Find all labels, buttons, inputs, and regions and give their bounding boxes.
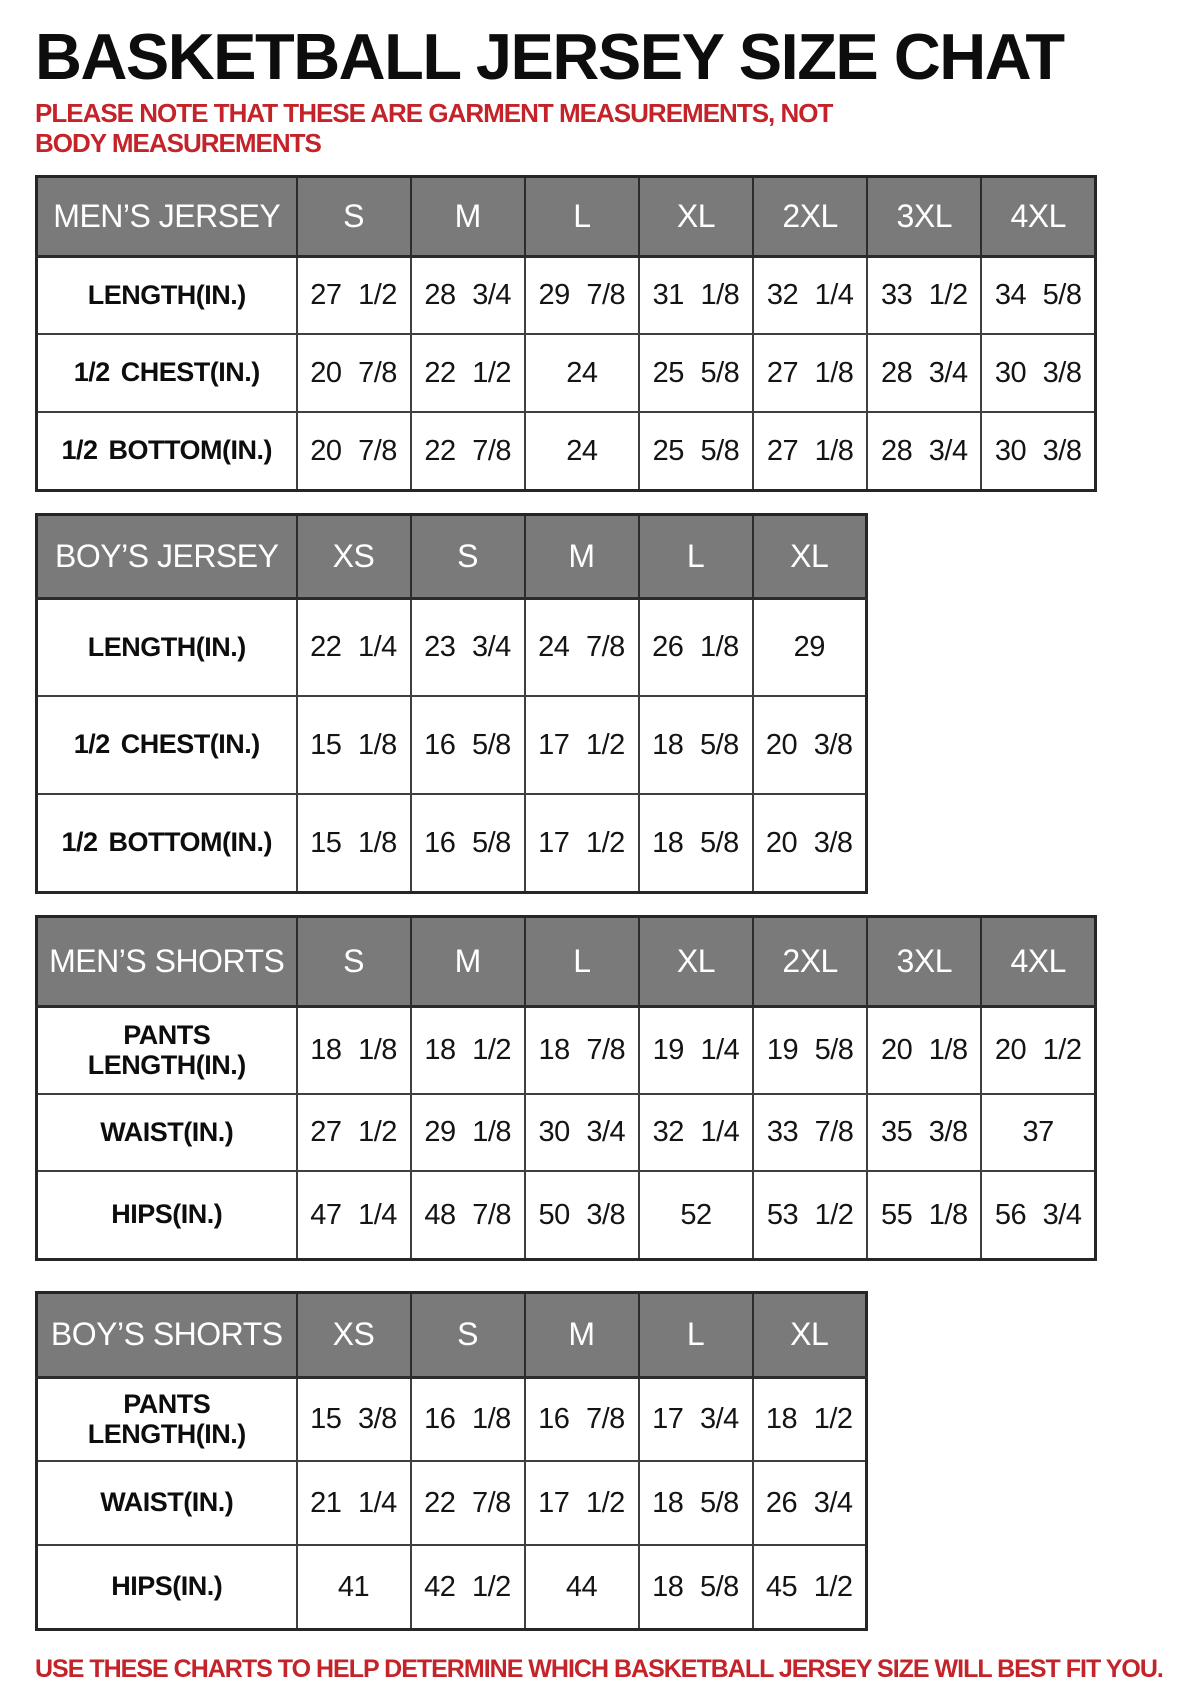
size-value-cell: 33 7/8	[753, 1094, 867, 1171]
measurement-row	[37, 598, 867, 696]
measurement-row	[37, 1006, 1096, 1094]
size-value-cell: 17 3/4	[639, 1377, 753, 1461]
size-column-header: S	[297, 916, 411, 1006]
size-column-header: L	[639, 1292, 753, 1377]
row-label: HIPS(IN.)	[37, 1171, 297, 1259]
size-column-header: S	[297, 176, 411, 256]
size-value-cell: 44	[525, 1545, 639, 1629]
size-value-cell: 22 1/2	[411, 334, 525, 412]
size-value-cell: 22 7/8	[411, 1461, 525, 1545]
measurement-row	[37, 334, 1096, 412]
size-column-header: M	[411, 176, 525, 256]
boys-shorts-size-table	[35, 1291, 868, 1631]
size-column-header: 4XL	[981, 176, 1095, 256]
size-value-cell: 18 5/8	[639, 1545, 753, 1629]
size-value-cell: 28 3/4	[867, 412, 981, 490]
size-value-cell: 42 1/2	[411, 1545, 525, 1629]
size-value-cell: 26 1/8	[639, 598, 753, 696]
size-value-cell: 16 1/8	[411, 1377, 525, 1461]
size-value-cell: 15 1/8	[297, 794, 411, 892]
size-column-header: 3XL	[867, 916, 981, 1006]
size-column-header: M	[525, 514, 639, 598]
size-value-cell: 32 1/4	[753, 256, 867, 334]
boys-jersey-size-table	[35, 513, 868, 894]
size-value-cell: 18 1/2	[753, 1377, 867, 1461]
size-value-cell: 18 5/8	[639, 696, 753, 794]
size-value-cell: 56 3/4	[981, 1171, 1095, 1259]
size-value-cell: 35 3/8	[867, 1094, 981, 1171]
row-label: 1/2 BOTTOM(IN.)	[37, 412, 297, 490]
size-value-cell: 37	[981, 1094, 1095, 1171]
size-value-cell: 24	[525, 334, 639, 412]
header-row	[37, 514, 867, 598]
size-value-cell: 27 1/8	[753, 412, 867, 490]
size-value-cell: 53 1/2	[753, 1171, 867, 1259]
size-column-header: M	[411, 916, 525, 1006]
size-value-cell: 16 7/8	[525, 1377, 639, 1461]
size-value-cell: 26 3/4	[753, 1461, 867, 1545]
size-value-cell: 18 1/8	[297, 1006, 411, 1094]
size-value-cell: 18 5/8	[639, 794, 753, 892]
size-value-cell: 52	[639, 1171, 753, 1259]
row-label: HIPS(IN.)	[37, 1545, 297, 1629]
size-value-cell: 18 7/8	[525, 1006, 639, 1094]
table-title: BOY’S JERSEY	[37, 514, 297, 598]
page-title: BASKETBALL JERSEY SIZE CHAT	[35, 20, 1064, 93]
size-value-cell: 20 3/8	[753, 696, 867, 794]
size-column-header: L	[525, 176, 639, 256]
size-value-cell: 16 5/8	[411, 794, 525, 892]
size-value-cell: 27 1/8	[753, 334, 867, 412]
row-label: 1/2 CHEST(IN.)	[37, 696, 297, 794]
measurement-row	[37, 256, 1096, 334]
size-value-cell: 20 7/8	[297, 412, 411, 490]
mens-jersey-size-table	[35, 175, 1097, 492]
size-value-cell: 27 1/2	[297, 1094, 411, 1171]
measurement-row	[37, 412, 1096, 490]
header-row	[37, 916, 1096, 1006]
size-value-cell: 17 1/2	[525, 696, 639, 794]
garment-measurement-note: PLEASE NOTE THAT THESE ARE GARMENT MEASUREMENTS, NOT BODY MEASUREMENTS	[35, 98, 833, 158]
size-value-cell: 33 1/2	[867, 256, 981, 334]
size-value-cell: 22 1/4	[297, 598, 411, 696]
row-label: WAIST(IN.)	[37, 1094, 297, 1171]
size-value-cell: 19 5/8	[753, 1006, 867, 1094]
size-value-cell: 17 1/2	[525, 794, 639, 892]
size-value-cell: 25 5/8	[639, 334, 753, 412]
measurement-row	[37, 1094, 1096, 1171]
size-value-cell: 22 7/8	[411, 412, 525, 490]
row-label: PANTS LENGTH(IN.)	[37, 1006, 297, 1094]
measurement-row	[37, 1171, 1096, 1259]
size-value-cell: 17 1/2	[525, 1461, 639, 1545]
size-value-cell: 30 3/4	[525, 1094, 639, 1171]
measurement-row	[37, 1461, 867, 1545]
size-value-cell: 29 7/8	[525, 256, 639, 334]
size-value-cell: 20 7/8	[297, 334, 411, 412]
size-value-cell: 20 3/8	[753, 794, 867, 892]
size-value-cell: 20 1/2	[981, 1006, 1095, 1094]
size-value-cell: 55 1/8	[867, 1171, 981, 1259]
size-value-cell: 47 1/4	[297, 1171, 411, 1259]
size-value-cell: 50 3/8	[525, 1171, 639, 1259]
table-title: MEN’S JERSEY	[37, 176, 297, 256]
size-column-header: 2XL	[753, 176, 867, 256]
size-value-cell: 18 1/2	[411, 1006, 525, 1094]
size-value-cell: 24	[525, 412, 639, 490]
size-value-cell: 23 3/4	[411, 598, 525, 696]
measurement-row	[37, 1377, 867, 1461]
size-value-cell: 29 1/8	[411, 1094, 525, 1171]
size-value-cell: 30 3/8	[981, 334, 1095, 412]
size-column-header: 4XL	[981, 916, 1095, 1006]
row-label: 1/2 BOTTOM(IN.)	[37, 794, 297, 892]
size-column-header: 3XL	[867, 176, 981, 256]
size-column-header: XS	[297, 514, 411, 598]
size-column-header: L	[525, 916, 639, 1006]
size-value-cell: 45 1/2	[753, 1545, 867, 1629]
row-label: LENGTH(IN.)	[37, 256, 297, 334]
size-value-cell: 28 3/4	[867, 334, 981, 412]
size-value-cell: 16 5/8	[411, 696, 525, 794]
size-value-cell: 29	[753, 598, 867, 696]
size-value-cell: 24 7/8	[525, 598, 639, 696]
size-value-cell: 21 1/4	[297, 1461, 411, 1545]
size-value-cell: 18 5/8	[639, 1461, 753, 1545]
size-value-cell: 19 1/4	[639, 1006, 753, 1094]
size-column-header: XL	[639, 176, 753, 256]
size-column-header: M	[525, 1292, 639, 1377]
size-value-cell: 20 1/8	[867, 1006, 981, 1094]
size-value-cell: 15 1/8	[297, 696, 411, 794]
size-column-header: XL	[639, 916, 753, 1006]
size-value-cell: 41	[297, 1545, 411, 1629]
header-row	[37, 1292, 867, 1377]
size-column-header: L	[639, 514, 753, 598]
measurement-row	[37, 794, 867, 892]
row-label: LENGTH(IN.)	[37, 598, 297, 696]
size-column-header: 2XL	[753, 916, 867, 1006]
footer-note: USE THESE CHARTS TO HELP DETERMINE WHICH BASKETBALL JERSEY SIZE WILL BEST FIT YOU.	[35, 1654, 1163, 1683]
size-value-cell: 30 3/8	[981, 412, 1095, 490]
header-row	[37, 176, 1096, 256]
row-label: WAIST(IN.)	[37, 1461, 297, 1545]
measurement-row	[37, 696, 867, 794]
row-label: PANTS LENGTH(IN.)	[37, 1377, 297, 1461]
size-value-cell: 34 5/8	[981, 256, 1095, 334]
size-value-cell: 28 3/4	[411, 256, 525, 334]
row-label: 1/2 CHEST(IN.)	[37, 334, 297, 412]
measurement-row	[37, 1545, 867, 1629]
mens-shorts-size-table	[35, 915, 1097, 1261]
table-title: MEN’S SHORTS	[37, 916, 297, 1006]
size-value-cell: 25 5/8	[639, 412, 753, 490]
size-column-header: XL	[753, 1292, 867, 1377]
table-title: BOY’S SHORTS	[37, 1292, 297, 1377]
size-value-cell: 32 1/4	[639, 1094, 753, 1171]
size-value-cell: 48 7/8	[411, 1171, 525, 1259]
size-value-cell: 31 1/8	[639, 256, 753, 334]
size-column-header: S	[411, 514, 525, 598]
size-column-header: XS	[297, 1292, 411, 1377]
size-value-cell: 15 3/8	[297, 1377, 411, 1461]
size-column-header: S	[411, 1292, 525, 1377]
size-column-header: XL	[753, 514, 867, 598]
size-value-cell: 27 1/2	[297, 256, 411, 334]
